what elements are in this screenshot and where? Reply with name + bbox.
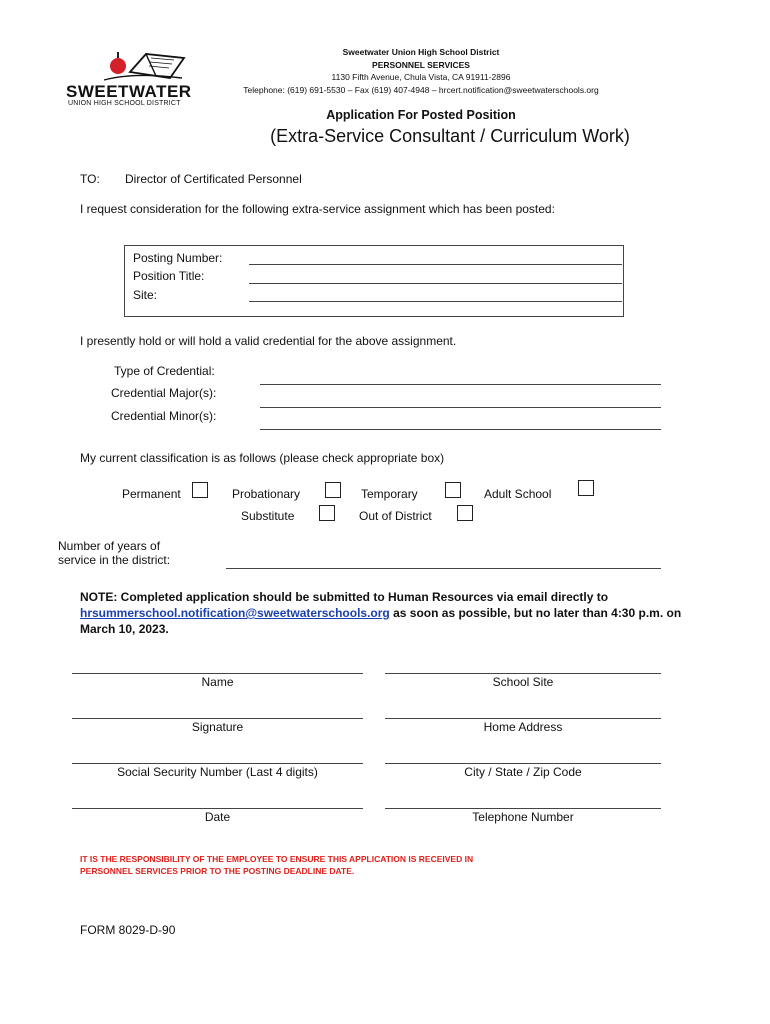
- probationary-checkbox[interactable]: [325, 482, 341, 498]
- credential-major-field[interactable]: [260, 407, 661, 408]
- position-title-field[interactable]: [249, 283, 622, 284]
- form-number: FORM 8029-D-90: [80, 923, 176, 937]
- note-prefix: NOTE: Completed application should be submitted to Human Resources via email directly to: [80, 590, 609, 604]
- substitute-label: Substitute: [241, 509, 295, 523]
- school-site-label: School Site: [492, 675, 554, 689]
- note-line2: [80, 606, 681, 620]
- credential-type-field[interactable]: [260, 384, 661, 385]
- ssn-label: Social Security Number (Last 4 digits): [117, 765, 318, 779]
- ssn-field[interactable]: [72, 763, 363, 764]
- site-field[interactable]: [249, 301, 622, 302]
- note-email-link[interactable]: hrsummerschool.notification@sweetwaterschools.org: [80, 606, 390, 620]
- position-title-label: Position Title:: [133, 269, 205, 283]
- home-address-field[interactable]: [385, 718, 661, 719]
- school-site-field[interactable]: [385, 673, 661, 674]
- form-subtitle: (Extra-Service Consultant / Curriculum Work): [270, 126, 630, 146]
- date-field[interactable]: [72, 808, 363, 809]
- request-text: I request consideration for the following extra-service assignment which has been posted:: [80, 202, 555, 216]
- adult-school-label: Adult School: [484, 487, 552, 501]
- probationary-label: Probationary: [232, 487, 301, 501]
- deadline-warning-line2: PERSONNEL SERVICES PRIOR TO THE POSTING DEADLINE DATE.: [80, 866, 355, 876]
- logo-sub-text: UNION HIGH SCHOOL DISTRICT: [68, 100, 181, 107]
- credential-type-label: Type of Credential:: [114, 364, 215, 378]
- home-address-label: Home Address: [483, 720, 563, 734]
- city-state-zip-label: City / State / Zip Code: [464, 765, 582, 779]
- years-label-line2: service in the district:: [58, 553, 171, 567]
- posting-number-label: Posting Number:: [133, 251, 223, 265]
- book-apple-icon: [94, 46, 186, 82]
- classification-intro: My current classification is as follows (please check appropriate box): [80, 451, 445, 465]
- telephone-label: Telephone Number: [472, 810, 574, 824]
- credential-text: I presently hold or will hold a valid credential for the above assignment.: [80, 334, 457, 348]
- district-contact: Telephone: (619) 691-5530 – Fax (619) 407-4948 – hrcert.notification@sweetwaterschools.org: [243, 84, 599, 95]
- form-title: Application For Posted Position: [326, 108, 516, 122]
- city-state-zip-field[interactable]: [385, 763, 661, 764]
- district-logo: [66, 46, 192, 108]
- credential-minor-label: Credential Minor(s):: [111, 409, 217, 423]
- note-suffix: as soon as possible, but no later than 4:30 p.m. on: [389, 606, 682, 620]
- date-label: Date: [204, 810, 231, 824]
- note-date: March 10, 2023.: [80, 622, 169, 636]
- telephone-field[interactable]: [385, 808, 661, 809]
- to-value: Director of Certificated Personnel: [125, 172, 302, 186]
- credential-minor-field[interactable]: [260, 429, 661, 430]
- letterhead: [220, 46, 622, 96]
- permanent-checkbox[interactable]: [192, 482, 208, 498]
- permanent-label: Permanent: [122, 487, 181, 501]
- years-label-line1: Number of years of: [58, 539, 161, 553]
- name-field[interactable]: [72, 673, 363, 674]
- substitute-checkbox[interactable]: [319, 505, 335, 521]
- logo-main-text: SWEETWATER: [66, 82, 192, 101]
- years-field[interactable]: [226, 568, 661, 569]
- department-name: PERSONNEL SERVICES: [372, 59, 470, 70]
- adult-school-checkbox[interactable]: [578, 480, 594, 496]
- temporary-checkbox[interactable]: [445, 482, 461, 498]
- district-address: 1130 Fifth Avenue, Chula Vista, CA 91911-2896: [331, 72, 511, 82]
- out-of-district-checkbox[interactable]: [457, 505, 473, 521]
- signature-label: Signature: [191, 720, 244, 734]
- temporary-label: Temporary: [361, 487, 418, 501]
- district-name: Sweetwater Union High School District: [342, 47, 500, 57]
- to-label: TO:: [80, 172, 100, 186]
- name-label: Name: [201, 675, 234, 689]
- site-label: Site:: [133, 288, 158, 302]
- deadline-warning-line1: IT IS THE RESPONSIBILITY OF THE EMPLOYEE TO ENSURE THIS APPLICATION IS RECEIVED IN: [80, 854, 474, 864]
- credential-major-label: Credential Major(s):: [111, 386, 217, 400]
- posting-number-field[interactable]: [249, 264, 622, 265]
- out-of-district-label: Out of District: [359, 509, 432, 523]
- signature-field[interactable]: [72, 718, 363, 719]
